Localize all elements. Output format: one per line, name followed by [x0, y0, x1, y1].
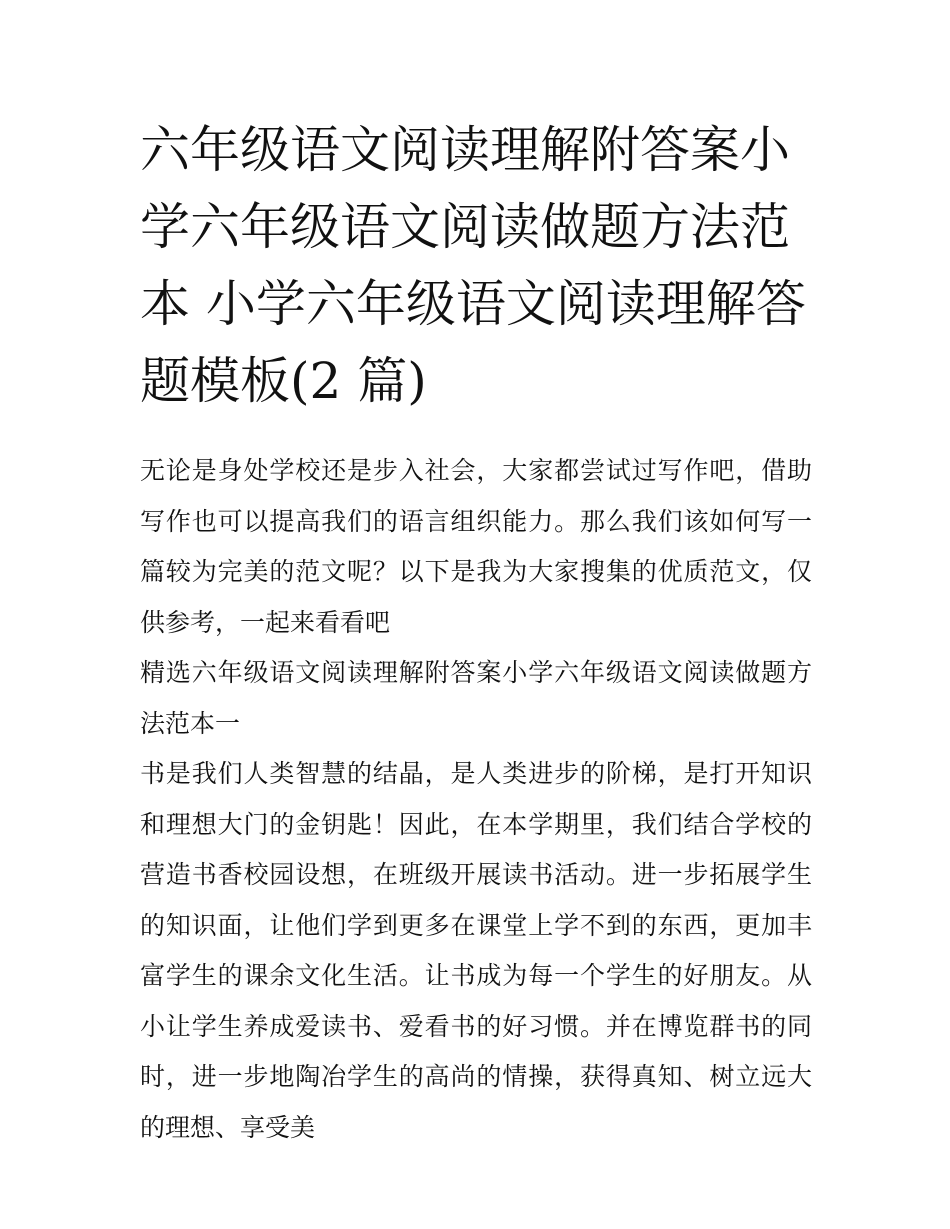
document-page — [140, 112, 812, 1153]
intro-paragraph: 无论是身处学校还是步入社会，大家都尝试过写作吧，借助写作也可以提高我们的语言组织能力。那么我们该如何写一篇较为完美的范文呢？以下是我为大家搜集的优质范文，仅供参考，一起来看看吧 — [140, 456, 812, 637]
section-heading: 精选六年级语文阅读理解附答案小学六年级语文阅读做题方法范本一 — [140, 658, 812, 738]
document-title: 六年级语文阅读理解附答案小学六年级语文阅读做题方法范本 小学六年级语文阅读理解答题模板(2 篇) — [140, 121, 806, 410]
body-paragraph: 书是我们人类智慧的结晶，是人类进步的阶梯，是打开知识和理想大门的金钥匙！因此，在本学期里，我们结合学校的营造书香校园设想，在班级开展读书活动。进一步拓展学生的知识面，让他们学到更多在课堂上学不到的东西，更加丰富学生的课余文化生活。让书成为每一个学生的好朋友。从小让学生养成爱读书、爱看书的好习惯。并在博览群书的同时，进一步地陶冶学生的高尚的情操，获得真知、树立远大的理想、享受美 — [140, 759, 812, 1142]
